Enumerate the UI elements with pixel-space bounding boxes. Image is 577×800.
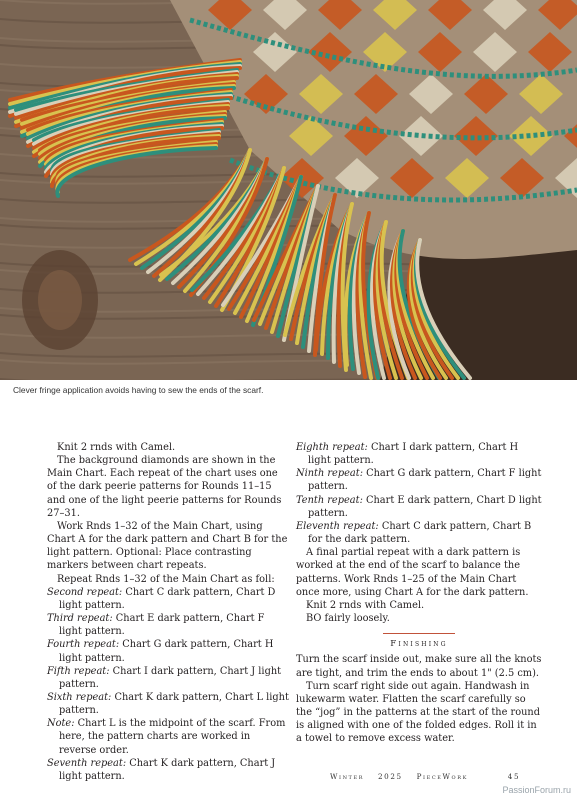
entry-label: Sixth repeat: bbox=[47, 691, 112, 703]
paragraph: BO fairly loosely. bbox=[306, 613, 390, 625]
paragraph: Knit 2 rnds with Camel. bbox=[57, 442, 176, 453]
entry-label: Fourth repeat: bbox=[47, 639, 120, 651]
entry-text: Chart K dark pattern, Chart L light pattern. bbox=[59, 691, 289, 717]
entry-label: Tenth repeat: bbox=[296, 494, 363, 506]
entry-text: Chart C dark pattern, Chart D light pattern. bbox=[59, 586, 276, 611]
entry-label: Eighth repeat: bbox=[296, 442, 368, 453]
paragraph: A final partial repeat with a dark pattern is worked at the end of the scarf to balance the patterns. Work Rnds 1–25 of the Main Chart once more, using Chart A for the dark pattern. bbox=[296, 547, 529, 598]
entry-label: Second repeat: bbox=[47, 586, 123, 598]
entry-text: Chart I dark pattern, Chart H light pattern. bbox=[308, 442, 519, 467]
entry-text: Chart I dark pattern, Chart J light pattern. bbox=[59, 665, 282, 690]
entry-text: Chart K dark pattern, Chart J light pattern. bbox=[59, 757, 276, 782]
footer-year: 2025 bbox=[377, 772, 403, 781]
finishing-heading: Finishing bbox=[390, 639, 448, 650]
footer-magazine: PieceWork bbox=[416, 772, 468, 781]
repeat-entry bbox=[47, 638, 289, 664]
note-entry bbox=[47, 717, 289, 756]
footer-season: Winter bbox=[330, 772, 365, 781]
page-footer bbox=[330, 772, 550, 781]
footer-page-number: 45 bbox=[507, 772, 521, 781]
paragraph: Turn the scarf inside out, make sure all the knots are tight, and trim the ends to about 1" (2.5 cm). bbox=[296, 654, 542, 679]
left-column bbox=[47, 441, 289, 783]
entry-text: Chart G dark pattern, Chart H light pattern. bbox=[59, 639, 274, 664]
wood-knot-inner bbox=[38, 270, 82, 330]
entry-label: Ninth repeat: bbox=[296, 468, 364, 480]
paragraph: Work Rnds 1–32 of the Main Chart, using Chart A for the dark pattern and Chart B for the light pattern. Optional: Place contrasting markers between chart repeats. bbox=[47, 520, 288, 572]
repeat-entry bbox=[47, 665, 289, 691]
repeat-entry bbox=[47, 612, 289, 638]
entry-text: Chart L is the midpoint of the scarf. From here, the pattern charts are worked in reverse order. bbox=[59, 718, 286, 756]
entry-label: Note: bbox=[47, 718, 75, 730]
repeat-entry bbox=[296, 441, 542, 467]
repeat-entry bbox=[296, 520, 542, 546]
entry-text: Chart C dark pattern, Chart B for the dark pattern. bbox=[308, 520, 532, 546]
paragraph: Turn scarf right side out again. Handwash in lukewarm water. Flatten the scarf carefully so the “jog” in the patterns at the start of the round is aligned with one of the folded edges. Roll it in a towel to remove excess water. bbox=[296, 680, 540, 745]
repeat-entry bbox=[47, 757, 289, 783]
repeat-entry bbox=[296, 467, 542, 493]
paragraph: Knit 2 rnds with Camel. bbox=[306, 599, 425, 611]
section-divider bbox=[383, 633, 455, 634]
entry-text: Chart G dark pattern, Chart F light pattern. bbox=[308, 468, 542, 493]
photo-caption: Clever fringe application avoids having to sew the ends of the scarf. bbox=[13, 385, 264, 395]
scarf-photo bbox=[0, 0, 577, 380]
paragraph: Repeat Rnds 1–32 of the Main Chart as foll: bbox=[57, 573, 275, 585]
entry-text: Chart E dark pattern, Chart D light pattern. bbox=[308, 494, 542, 519]
entry-label: Eleventh repeat: bbox=[296, 520, 379, 532]
entry-text: Chart E dark pattern, Chart F light pattern. bbox=[59, 613, 265, 638]
repeat-entry bbox=[47, 586, 289, 612]
repeat-entry bbox=[296, 494, 542, 520]
entry-label: Third repeat: bbox=[47, 613, 113, 625]
scarf-fringe-illustration bbox=[0, 0, 577, 380]
watermark-text: PassionForum.ru bbox=[502, 785, 571, 795]
paragraph: The background diamonds are shown in the Main Chart. Each repeat of the chart uses one of the dark peerie patterns for Rounds 11–15 and one of the light peerie patterns for Rounds 27–31. bbox=[47, 455, 282, 519]
entry-label: Seventh repeat: bbox=[47, 757, 127, 769]
repeat-entry bbox=[47, 691, 289, 717]
entry-label: Fifth repeat: bbox=[47, 665, 110, 677]
right-column bbox=[296, 441, 542, 745]
